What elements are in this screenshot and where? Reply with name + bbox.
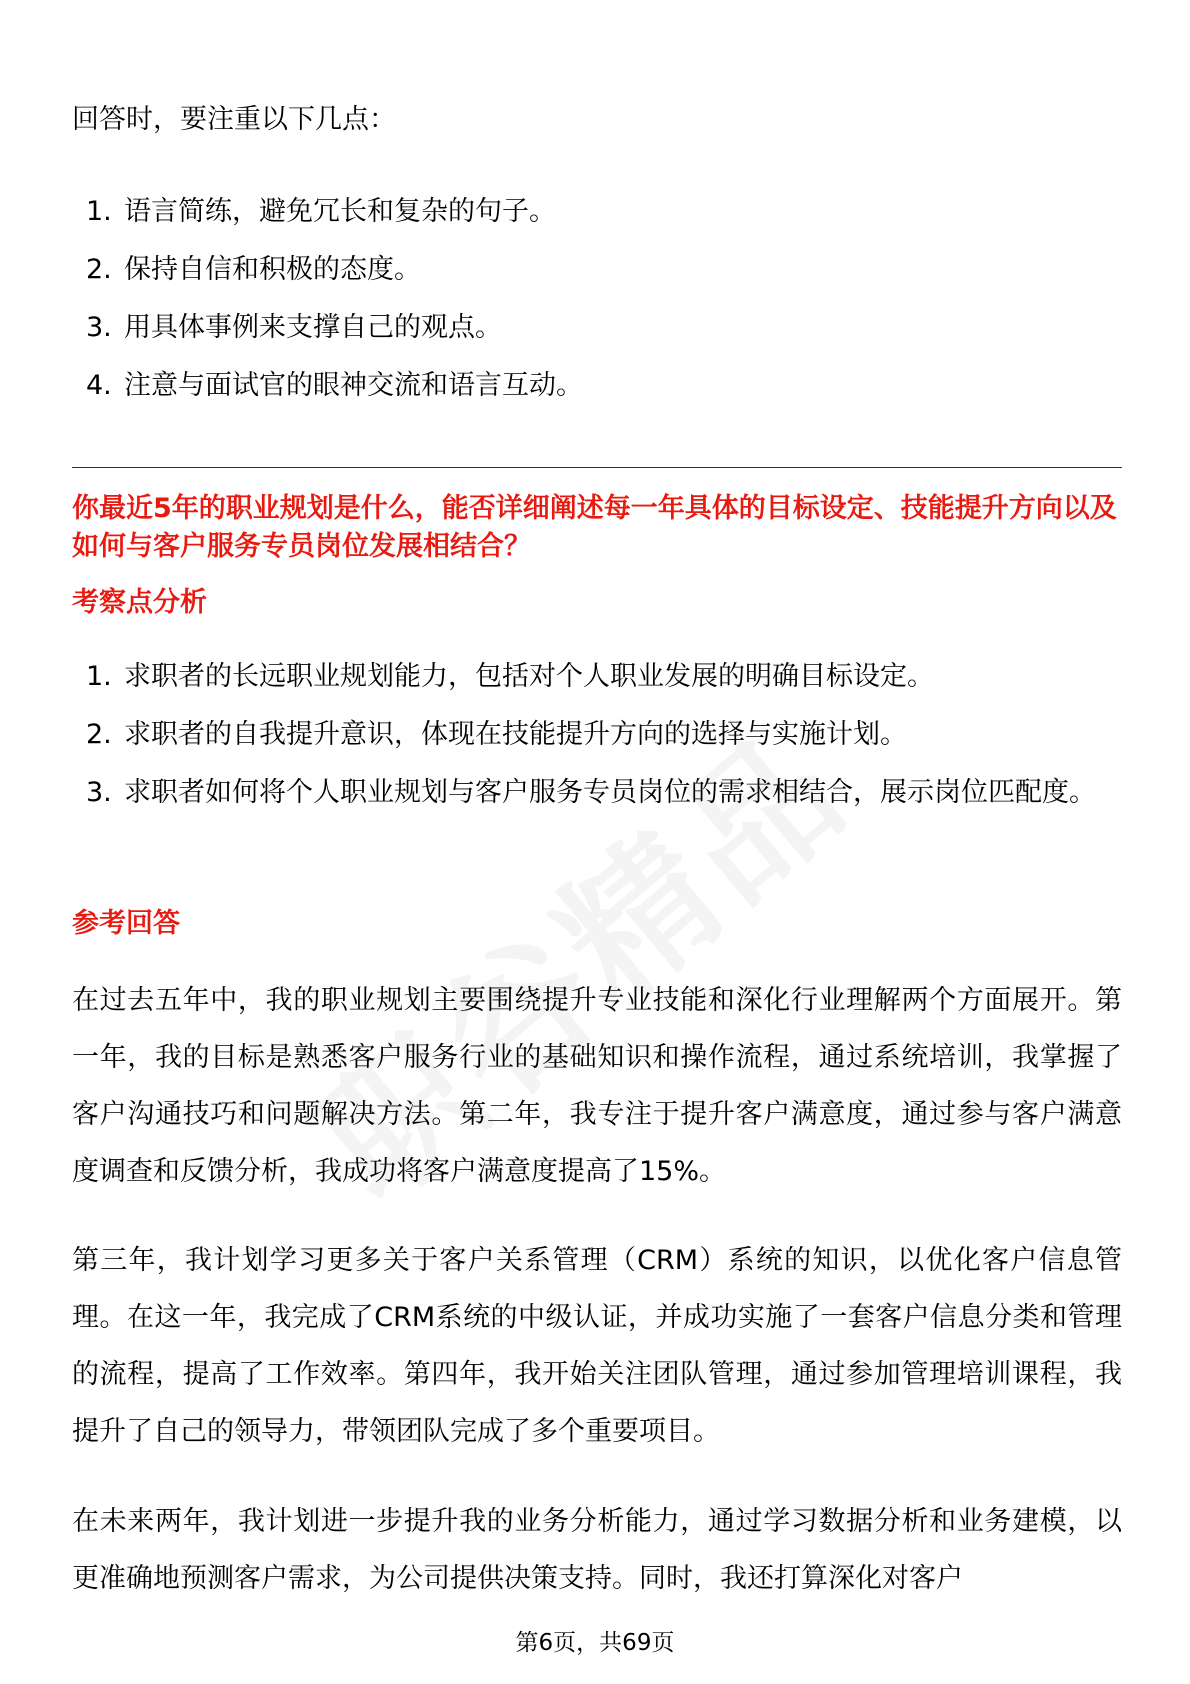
list-number: 2. [86,254,112,285]
section-divider [72,467,1122,468]
list-item [72,648,1122,706]
list-text: 求职者如何将个人职业规划与客户服务专员岗位的需求相结合，展示岗位匹配度。 [124,777,1096,808]
analysis-heading: 考察点分析 [72,587,207,618]
answer-paragraph: 在过去五年中，我的职业规划主要围绕提升专业技能和深化行业理解两个方面展开。第一年，我的目标是熟悉客户服务行业的基础知识和操作流程，通过系统培训，我掌握了客户沟通技巧和问题解决方法。第二年，我专注于提升客户满意度，通过参与客户满意度调查和反馈分析，我成功将客户满意度提高了15%。 [72,985,1122,1187]
list-number: 3. [86,312,112,343]
list-number: 1. [86,196,112,227]
list-number: 4. [86,370,112,401]
intro-section [72,100,1122,415]
list-item [72,706,1122,764]
list-text: 用具体事例来支撑自己的观点。 [124,312,502,343]
list-item [72,357,1122,415]
list-text: 语言简练，避免冗长和复杂的句子。 [124,196,556,227]
list-item [72,299,1122,357]
answer-paragraph: 在未来两年，我计划进一步提升我的业务分析能力，通过学习数据分析和业务建模，以更准确地预测客户需求，为公司提供决策支持。同时，我还打算深化对客户 [72,1506,1122,1594]
list-text: 注意与面试官的眼神交流和语言互动。 [124,370,583,401]
question-heading: 你最近5年的职业规划是什么，能否详细阐述每一年具体的目标设定、技能提升方向以及如何与客户服务专员岗位发展相结合？ [72,493,1117,562]
list-number: 3. [86,777,112,808]
list-text: 保持自信和积极的态度。 [124,254,421,285]
list-text: 求职者的长远职业规划能力，包括对个人职业发展的明确目标设定。 [124,661,934,692]
list-number: 2. [86,719,112,750]
list-item [72,764,1122,822]
analysis-list [72,648,1122,822]
intro-text: 回答时，要注重以下几点： [72,104,396,135]
list-item [72,241,1122,299]
answer-paragraph: 第三年，我计划学习更多关于客户关系管理（CRM）系统的知识，以优化客户信息管理。在这一年，我完成了CRM系统的中级认证，并成功实施了一套客户信息分类和管理的流程，提高了工作效率。第四年，我开始关注团队管理，通过参加管理培训课程，我提升了自己的领导力，带领团队完成了多个重要项目。 [72,1245,1122,1447]
points-list [72,183,1122,415]
answer-heading: 参考回答 [72,908,180,939]
list-text: 求职者的自我提升意识，体现在技能提升方向的选择与实施计划。 [124,719,907,750]
page-footer: 第6页，共69页 [515,1630,675,1656]
list-item [72,183,1122,241]
list-number: 1. [86,661,112,692]
